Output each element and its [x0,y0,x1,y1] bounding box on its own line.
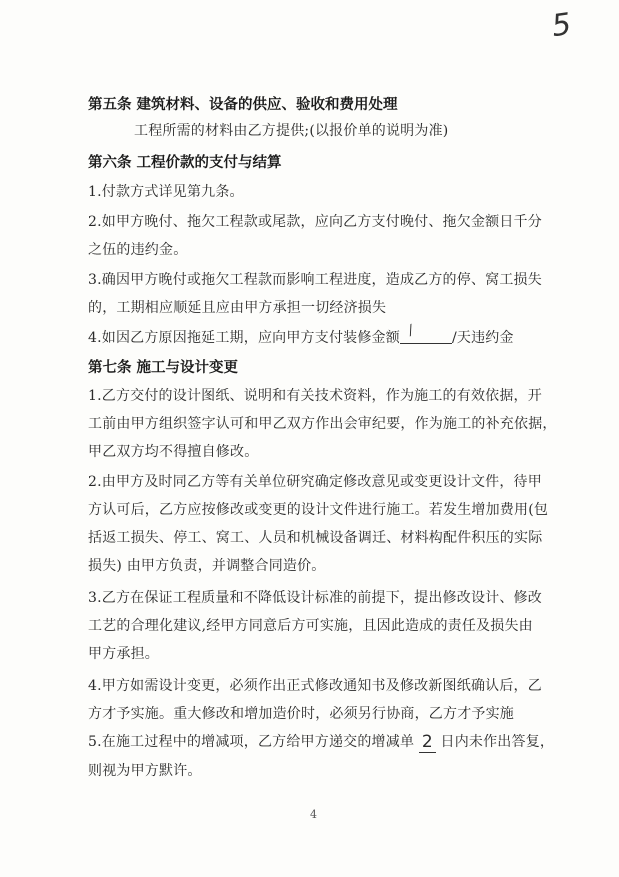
article7-item1-line1: 1.乙方交付的设计图纸、说明和有关技术资料，作为施工的有效依据，开 [88,388,542,404]
article7-item5-line1 [88,731,554,753]
article6-item4 [88,323,514,347]
article6-item3-line1: 3.确因甲方晚付或拖欠工程款而影响工程进度，造成乙方的停、窝工损失 [88,272,542,288]
page-number: 4 [310,808,317,821]
article7-item1-line2: 工前由甲方组织签字认可和甲乙双方作出会审纪要，作为施工的补充依据， [88,416,557,432]
article7-heading: 第七条 施工与设计变更 [88,359,239,376]
article7-item2-line4: 损失) 由甲方负责，并调整合同造价。 [88,558,326,574]
article7-item5-line2: 则视为甲方默许。 [88,763,202,779]
penalty-amount-scribble: ⁄ [406,323,417,339]
article7-item2-line3: 括返工损失、停工、窝工、人员和机械设备调迁、材料构配件积压的实际 [88,530,543,546]
article7-item3-line2: 工艺的合理化建议,经甲方同意后方可实施，且因此造成的责任及损失由 [88,618,533,634]
penalty-amount-blank [400,323,452,344]
article7-item1-line3: 甲乙双方均不得擅自修改。 [88,444,259,460]
article7-item3-line3: 甲方承担。 [88,646,159,662]
article7-item5-prefix: 5.在施工过程中的增减项，乙方给甲方递交的增减单 [88,734,415,750]
article7-item5-suffix: 日内未作出答复， [440,734,555,750]
article7-item3-line1: 3.乙方在保证工程质量和不降低设计标准的前提下，提出修改设计、修改 [88,590,542,606]
article7-item4-line2: 方才予实施。重大修改和增加造价时，必须另行协商，乙方才予实施 [88,706,514,722]
article7-item2-line1: 2.由甲方及时同乙方等有关单位研究确定修改意见或变更设计文件，待甲 [88,474,542,490]
article6-item2-line1: 2.如甲方晚付、拖欠工程款或尾款，应向乙方支付晚付、拖欠金额日千分 [88,214,542,230]
article6-item1: 1.付款方式详见第九条。 [88,184,244,200]
article6-item3-line2: 的，工期相应顺延且应由甲方承担一切经济损失 [88,300,387,316]
article6-heading: 第六条 工程价款的支付与结算 [88,154,282,171]
article6-item4-prefix: 4.如因乙方原因拖延工期，应向甲方支付装修金额 [88,330,400,346]
article5-line1: 工程所需的材料由乙方提供;(以报价单的说明为准) [134,123,449,139]
article7-item2-line2: 方认可后，乙方应按修改或变更的设计文件进行施工。若发生增加费用(包 [88,502,549,518]
response-days-handwritten: 2 [419,732,436,753]
article6-item4-suffix: /天违约金 [451,330,514,346]
article5-heading: 第五条 建筑材料、设备的供应、验收和费用处理 [88,96,398,113]
handwritten-page-mark: 5 [549,6,574,45]
article6-item2-line2: 之伍的违约金。 [88,242,188,258]
article7-item4-line1: 4.甲方如需设计变更，必须作出正式修改通知书及修改新图纸确认后，乙 [88,678,542,694]
